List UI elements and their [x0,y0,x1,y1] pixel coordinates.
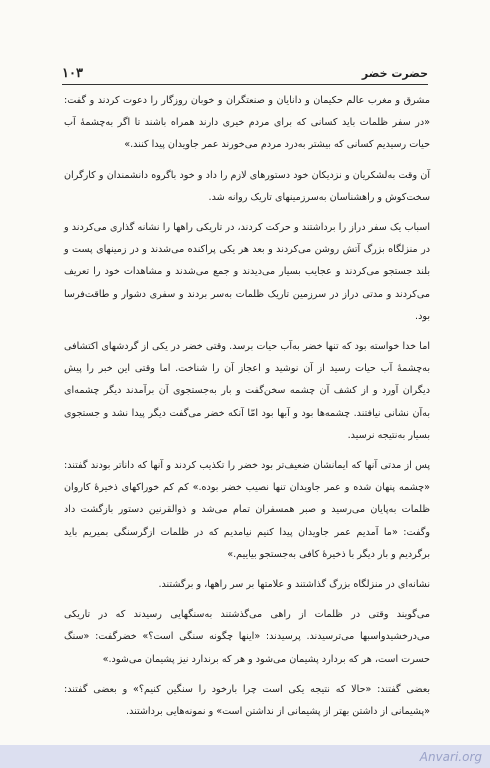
header-rule [62,84,428,85]
paragraph: نشانه‌ای در منزلگاه بزرگ گذاشتند و علامتها بر سر راهها، و برگشتند. [158,579,430,591]
paragraph: مشرق و مغرب عالم حکیمان و دانایان و صنعتگران و خوبان روزگار را دعوت کردند و گفت: «در سفر ظلمات باید کسانی که برای مردم خیری دارند همراه باشند تا اگر به‌چشمهٔ آب حیات رسیدیم کسانی که بیشتر به‌درد مردم می‌خورند عمر جاویدان پیدا کنند.» [64,95,430,151]
watermark: Anvari.org [419,750,482,764]
paragraph: آن وقت به‌لشکریان و نزدیکان خود دستورهای لازم را داد و خود باگروه دانشمندان و کارگران سخت‌کوش و راهشناسان به‌سرزمینهای تاریک روانه شد. [64,169,430,203]
page-body [64,90,430,731]
running-title: حضرت خضر [361,66,428,80]
paragraph: اسباب یک سفر دراز را برداشتند و حرکت کردند، در تاریکی راهها را نشانه گذاری می‌کردند و در منزلگاه بزرگ آتش روشن می‌کردند و بعد هر یکی پراکنده می‌شدند و در زمینهای پست و بلند جستجو می‌کردند و عجایب بسیار می‌دیدند و جمع می‌شدند و مشاهدات خود را تعریف می‌کردند و مدتی دراز در سرزمین تاریک ظلمات به‌سر بردند و سفری دشوار و طاقت‌فرسا بود. [64,222,430,322]
paragraph: بعضی گفتند: «حالا که نتیجه یکی است چرا بارخود را سنگین کنیم؟» و بعضی گفتند: «پشیمانی از داشتن بهتر از پشیمانی از نداشتن است» و نمونه‌هایی برداشتند. [64,683,430,718]
page-number: ۱۰۳ [62,65,83,81]
paragraph: می‌گویند وقتی در ظلمات از راهی می‌گذشتند به‌سنگهایی رسیدند که در تاریکی می‌درخشیدواسبها می‌ترسیدند. پرسیدند: «اینها چگونه سنگی است؟» خضرگفت: «سنگ حسرت است، هر که بردارد پشیمان می‌شود و هر که برندارد نیز پشیمان می‌شود.» [64,609,430,665]
paragraph: اما خدا خواسته بود که تنها خضر به‌آب حیات برسد. وقتی خضر در یکی از گردشهای اکتشافی به‌چشمهٔ آب حیات رسید از آن نوشید و اعجاز آن را شناخت. اما وقتی این خبر را پیش دیگران آورد و از کشف آن چشمه سخن‌گفت و بار به‌جستجوی آن برآمدند دیگر چشمه‌ای به‌آن نشانی نیافتند. چشمه‌ها بود و آبها بود امّا آنکه خضر می‌گفت دیگر پیدا نشد و جستجوی بسیار به‌نتیجه نرسید. [64,341,430,441]
paragraph: پس از مدتی آنها که ایمانشان ضعیف‌تر بود خضر را تکذیب کردند و آنها که داناتر بودند گفتند: «چشمه پنهان شده و عمر جاویدان تنها نصیب خضر بوده.» کم کم خوراکهای ذخیرهٔ کاروان ظلمات به‌پایان می‌رسید و صبر همسفران تمام می‌شد و ذوالقرنین دستور بازگشت داد وگفت: «ما آمدیم عمر جاویدان پیدا کنیم نیامدیم که در ظلمات ازگرسنگی بمیریم باید برگردیم و بار دیگر با ذخیرهٔ کافی به‌جستجو بیاییم.» [64,460,430,560]
footer-band [0,745,490,768]
page-header [62,62,428,84]
